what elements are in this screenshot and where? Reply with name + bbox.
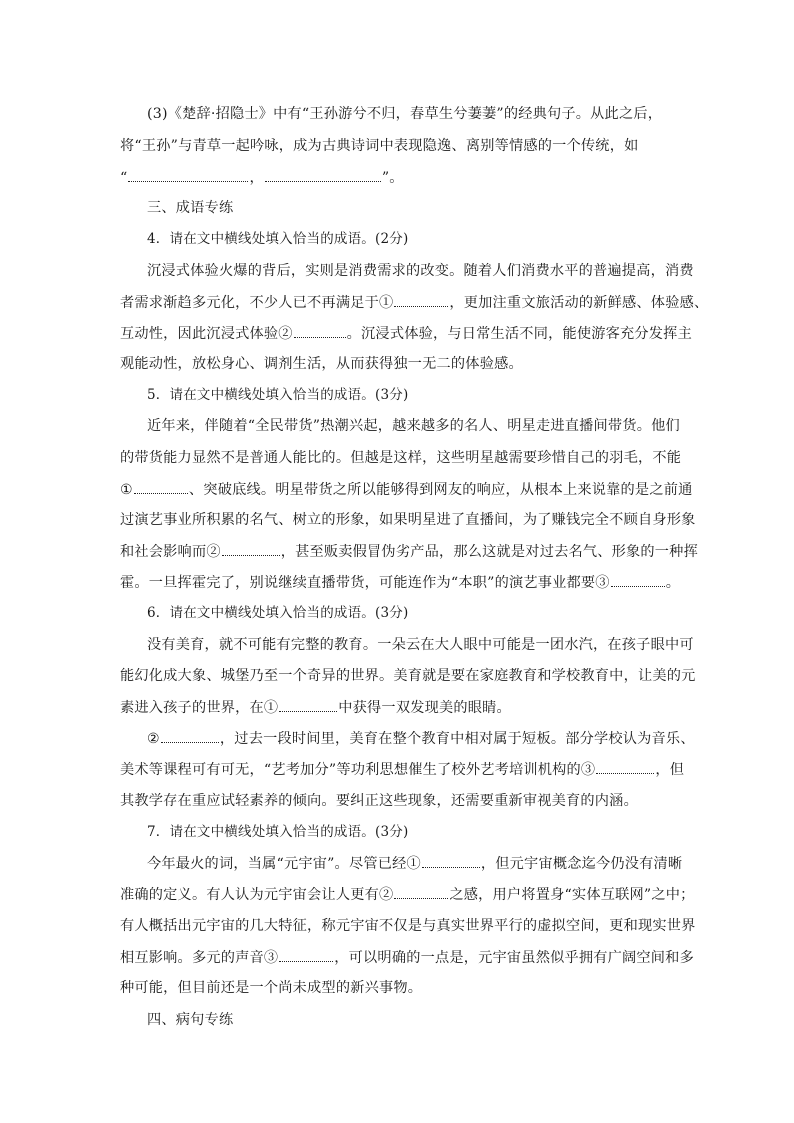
text-run: 的带货能力显然不是普通人能比的。但越是这样，这些明星越需要珍惜自己的羽毛，不能 bbox=[120, 450, 682, 466]
paragraph-line bbox=[120, 510, 696, 530]
text-run: 没有美育，就不可能有完整的教育。一朵云在大人眼中可能是一团水汽，在孩子眼中可 bbox=[147, 637, 694, 653]
text-run: 和社会影响而② bbox=[120, 544, 221, 560]
text-run: 准确的定义。有人认为元宇宙会让人更有② bbox=[120, 887, 394, 903]
paragraph-line bbox=[147, 104, 662, 124]
paragraph-line bbox=[120, 448, 681, 468]
text-run: ① bbox=[120, 482, 133, 498]
text-run: 今年最火的词，当属“元宇宙”。尽管已经① bbox=[147, 856, 421, 872]
text-run: ， bbox=[249, 170, 264, 186]
paragraph-line bbox=[147, 261, 694, 281]
text-run: 中获得一双发现美的眼睛。 bbox=[338, 700, 511, 716]
paragraph-line bbox=[120, 916, 696, 936]
paragraph-line bbox=[147, 853, 682, 874]
answer-blank[interactable] bbox=[611, 572, 665, 587]
text-run: 四、病句专练 bbox=[147, 1012, 234, 1028]
text-run: “ bbox=[120, 170, 128, 186]
text-run: 、突破底线。明星带货之所以能够得到网友的响应，从根本上来说靠的是之前通 bbox=[188, 482, 693, 498]
paragraph-line bbox=[147, 728, 695, 749]
section-heading bbox=[147, 1010, 233, 1030]
paragraph-line bbox=[120, 572, 680, 593]
text-run: ② bbox=[147, 731, 160, 747]
paragraph-line bbox=[147, 416, 680, 436]
answer-blank[interactable] bbox=[422, 853, 480, 868]
text-run: 5．请在文中横线处填入恰当的成语。(3分) bbox=[147, 387, 409, 403]
question-header bbox=[147, 385, 408, 405]
answer-blank[interactable] bbox=[596, 759, 654, 774]
answer-blank[interactable] bbox=[161, 728, 219, 743]
answer-blank[interactable] bbox=[394, 884, 448, 899]
section-heading bbox=[147, 198, 233, 218]
text-run: ，可以明确的一点是，元宇宙虽然似乎拥有广阔空间和多 bbox=[334, 950, 694, 966]
text-run: 4．请在文中横线处填入恰当的成语。(2分) bbox=[147, 231, 409, 247]
answer-blank[interactable] bbox=[222, 541, 280, 556]
paragraph-line bbox=[120, 947, 694, 968]
text-run: ，甚至贩卖假冒伪劣产品，那么这就是对过去名气、形象的一种挥 bbox=[280, 544, 698, 560]
text-run: 美术等课程可有可无，“艺考加分”等功利思想催生了校外艺考培训机构的③ bbox=[120, 762, 596, 778]
paragraph-line bbox=[120, 323, 692, 344]
paragraph-line bbox=[147, 635, 694, 655]
paragraph-line bbox=[120, 479, 693, 500]
answer-blank[interactable] bbox=[294, 323, 346, 338]
paragraph-line bbox=[120, 167, 404, 188]
text-run: 相互影响。多元的声音③ bbox=[120, 950, 279, 966]
paragraph-line bbox=[120, 666, 696, 686]
text-run: 者需求渐趋多元化，不少人已不再满足于① bbox=[120, 295, 394, 311]
text-run: 沉浸式体验火爆的背后，实则是消费需求的改变。随着人们消费水平的普遍提高，消费 bbox=[147, 263, 694, 279]
text-run: 其教学存在重应试轻素养的倾向。要纠正这些现象，还需要重新审视美育的内涵。 bbox=[120, 793, 638, 809]
paragraph-line bbox=[120, 884, 694, 905]
text-run: ，更加注重文旅活动的新鲜感、体验感、 bbox=[449, 295, 709, 311]
text-run: 6．请在文中横线处填入恰当的成语。(3分) bbox=[147, 605, 409, 621]
text-run: 7．请在文中横线处填入恰当的成语。(3分) bbox=[147, 824, 409, 840]
text-run: 。沉浸式体验，与日常生活不同，能使游客充分发挥主 bbox=[346, 326, 692, 342]
text-run: 近年来，伴随着“全民带货”热潮兴起，越来越多的名人、明星走进直播间带货。他们 bbox=[147, 418, 680, 434]
answer-blank[interactable] bbox=[134, 479, 188, 494]
text-run: 将“王孙”与青草一起吟咏，成为古典诗词中表现隐逸、离别等情感的一个传统，如 bbox=[120, 138, 639, 154]
text-run: 霍。一旦挥霍完了，别说继续直播带货，可能连作为“本职”的演艺事业都要③ bbox=[120, 575, 610, 591]
text-run: ，过去一段时间里，美育在整个教育中相对属于短板。部分学校认为音乐、 bbox=[219, 731, 695, 747]
text-run: 互动性，因此沉浸式体验② bbox=[120, 326, 293, 342]
text-run: 。 bbox=[665, 575, 681, 591]
question-header bbox=[147, 603, 408, 623]
text-run: 能幻化成大象、城堡乃至一个奇异的世界。美育就是要在家庭教育和学校教育中，让美的元 bbox=[120, 668, 696, 684]
paragraph-line bbox=[120, 292, 708, 313]
text-run: 种可能，但目前还是一个尚未成型的新兴事物。 bbox=[120, 980, 423, 996]
text-run: 过演艺事业所积累的名气、树立的形象，如果明星进了直播间，为了赚钱完全不顾自身形象 bbox=[120, 512, 696, 528]
answer-blank[interactable] bbox=[265, 167, 381, 182]
text-run: ”。 bbox=[381, 170, 404, 186]
answer-blank[interactable] bbox=[279, 697, 337, 712]
question-header bbox=[147, 229, 408, 249]
question-header bbox=[147, 822, 408, 842]
text-run: 观能动性，放松身心、调剂生活，从而获得独一无二的体验感。 bbox=[120, 356, 523, 372]
text-run: 之感，用户将置身“实体互联网”之中； bbox=[449, 887, 695, 903]
answer-blank[interactable] bbox=[128, 167, 248, 182]
text-run: ，但元宇宙概念迄今仍没有清晰 bbox=[480, 856, 683, 872]
text-run: 素进入孩子的世界，在① bbox=[120, 700, 279, 716]
paragraph-line bbox=[120, 541, 698, 562]
paragraph-line bbox=[120, 759, 684, 780]
text-run: 有人概括出元宇宙的几大特征，称元宇宙不仅是与真实世界平行的虚拟空间，更和现实世界 bbox=[120, 918, 696, 934]
text-run: (3)《楚辞·招隐士》中有“王孙游兮不归，春草生兮萋萋”的经典句子。从此之后， bbox=[147, 106, 663, 122]
paragraph-line bbox=[120, 978, 422, 998]
answer-blank[interactable] bbox=[394, 292, 448, 307]
paragraph-line bbox=[120, 697, 511, 718]
paragraph-line bbox=[120, 136, 638, 156]
answer-blank[interactable] bbox=[279, 947, 333, 962]
paragraph-line bbox=[120, 791, 638, 811]
text-run: 三、成语专练 bbox=[147, 200, 234, 216]
paragraph-line bbox=[120, 354, 523, 374]
text-run: ，但 bbox=[655, 762, 685, 778]
